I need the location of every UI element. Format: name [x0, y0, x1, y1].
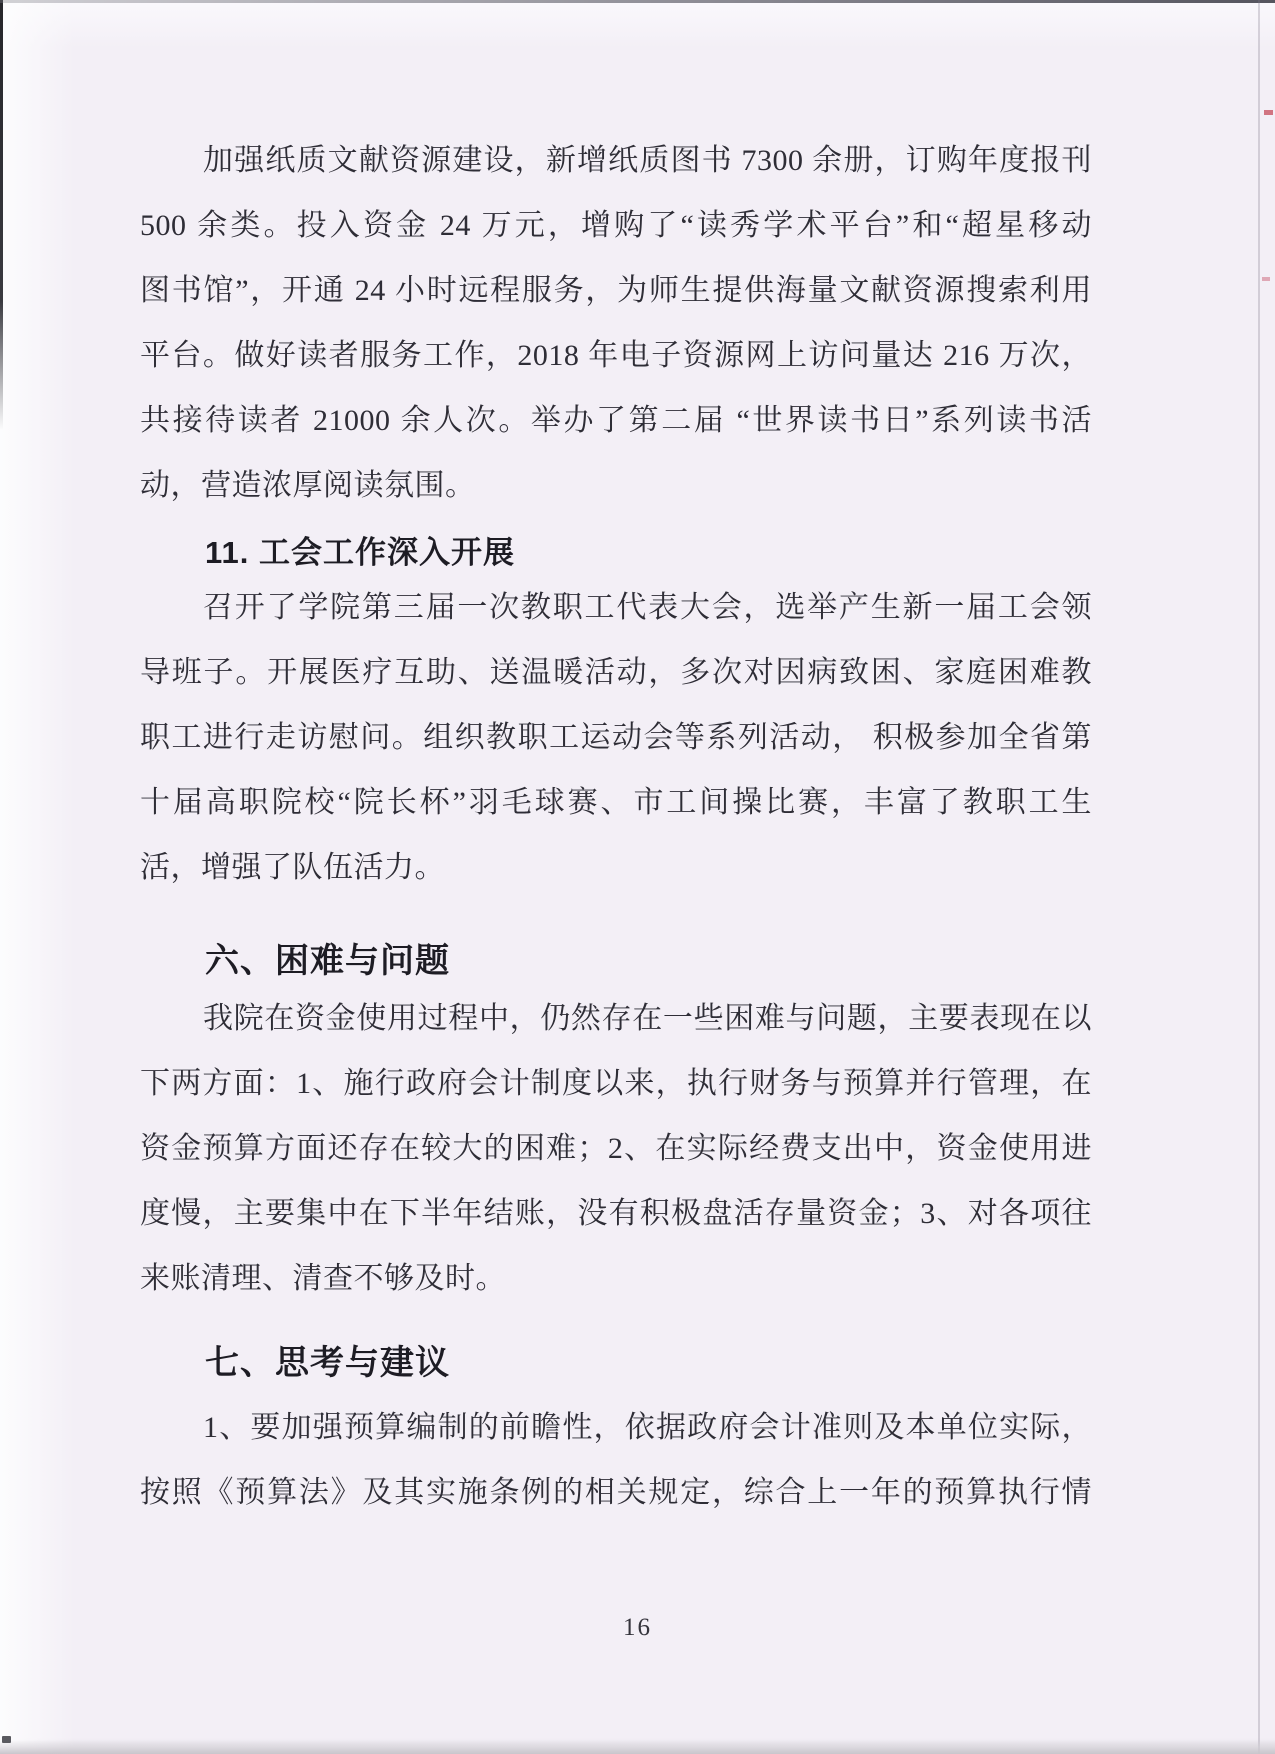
- scan-left-edge-artifact: [0, 0, 3, 430]
- text-line: 来账清理、清查不够及时。: [140, 1262, 506, 1295]
- pink-ink-mark: [1262, 277, 1270, 281]
- text-line: 500 余类。投入资金 24 万元，增购了“读秀学术平台”和“超星移动: [140, 209, 1092, 242]
- text-line: 共接待读者 21000 余人次。举办了第二届 “世界读书日”系列读书活: [140, 404, 1092, 437]
- text-line: 下两方面：1、施行政府会计制度以来，执行财务与预算并行管理，在: [140, 1067, 1092, 1100]
- paragraph-union-work: [140, 575, 1092, 900]
- paragraph-library-resources: [140, 128, 1092, 518]
- page-number: 16: [623, 1614, 652, 1641]
- section-heading-difficulties: 六、困难与问题: [205, 942, 450, 980]
- paragraph-suggestions: [140, 1395, 1092, 1525]
- text-line: 按照《预算法》及其实施条例的相关规定，综合上一年的预算执行情: [140, 1476, 1092, 1509]
- text-line: 召开了学院第三届一次教职工代表大会，选举产生新一届工会领: [203, 591, 1092, 624]
- text-line: 十届高职院校“院长杯”羽毛球赛、市工间操比赛，丰富了教职工生: [140, 786, 1092, 819]
- text-line: 导班子。开展医疗互助、送温暖活动，多次对因病致困、家庭困难教: [140, 656, 1092, 689]
- text-line: 我院在资金使用过程中，仍然存在一些困难与问题，主要表现在以: [203, 1002, 1092, 1035]
- scan-bottom-dash-artifact: [2, 1736, 11, 1743]
- scan-bottom-edge-artifact: [0, 1740, 1275, 1754]
- section-heading-suggestions: 七、思考与建议: [205, 1344, 450, 1382]
- scan-top-edge-artifact: [0, 0, 1275, 3]
- scanner-vertical-streak: [1258, 0, 1260, 1754]
- text-line: 活，增强了队伍活力。: [140, 851, 445, 884]
- text-line: 度慢，主要集中在下半年结账，没有积极盘活存量资金；3、对各项往: [140, 1197, 1092, 1230]
- section-heading-union-work: 11. 工会工作深入开展: [205, 535, 515, 570]
- text-line: 加强纸质文献资源建设，新增纸质图书 7300 余册，订购年度报刊: [203, 144, 1092, 177]
- text-line: 图书馆”，开通 24 小时远程服务，为师生提供海量文献资源搜索利用: [140, 274, 1092, 307]
- text-line: 资金预算方面还存在较大的困难；2、在实际经费支出中，资金使用进: [140, 1132, 1092, 1165]
- text-line: 职工进行走访慰问。组织教职工运动会等系列活动， 积极参加全省第: [140, 721, 1092, 754]
- red-ink-mark: [1264, 110, 1273, 115]
- text-line: 动，营造浓厚阅读氛围。: [140, 469, 476, 502]
- text-line: 平台。做好读者服务工作，2018 年电子资源网上访问量达 216 万次，: [140, 339, 1092, 372]
- paragraph-difficulties: [140, 986, 1092, 1311]
- text-line: 1、要加强预算编制的前瞻性，依据政府会计准则及本单位实际，: [203, 1411, 1092, 1444]
